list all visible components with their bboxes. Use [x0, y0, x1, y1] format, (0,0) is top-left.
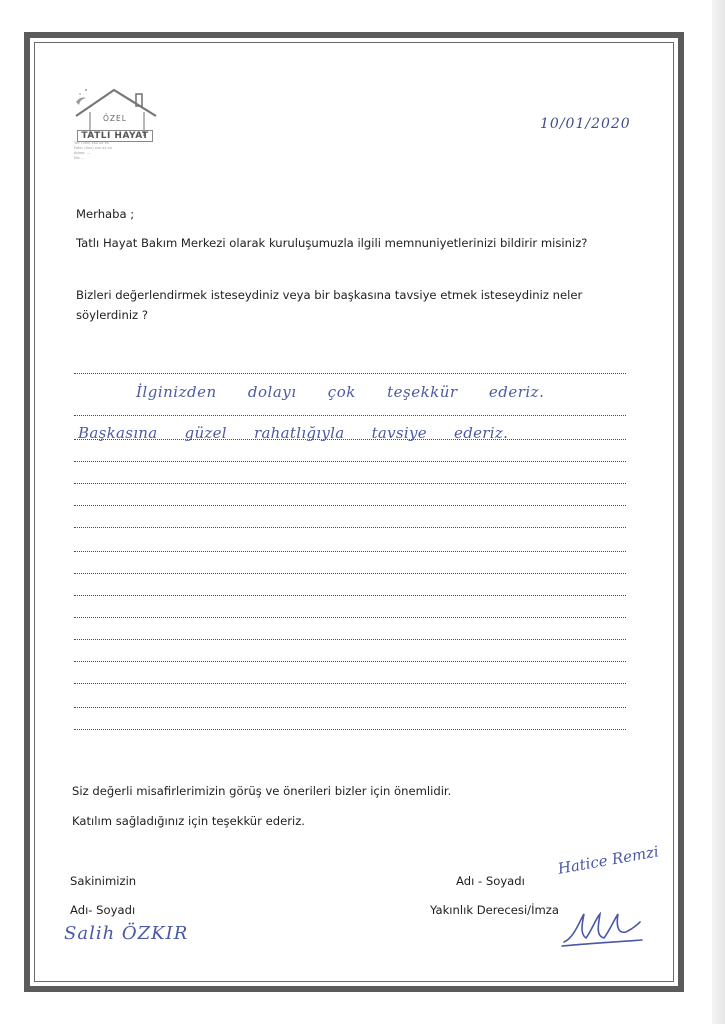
dotted-line	[74, 526, 626, 528]
contact-line: Tel: (0xx) xxx xx xx	[74, 141, 109, 145]
thank-you-note: Katılım sağladığınız için teşekkür ederiz.	[72, 814, 305, 828]
question-recommendation: Bizleri değerlendirmek isteseydiniz veya bir başkasına tavsiye etmek isteseydiniz neler söylerdiniz ?	[76, 288, 583, 322]
dotted-line	[74, 460, 626, 462]
handwritten-answer-line-1: İlginizden dolayı çok teşekkür ederiz.	[136, 383, 545, 401]
contact-line: No: ...	[74, 156, 85, 160]
logo-contact-info	[74, 141, 112, 161]
dotted-line	[74, 638, 626, 640]
scan-edge	[712, 0, 725, 1024]
dotted-line	[74, 728, 626, 730]
logo-name: TATLI HAYAT	[77, 130, 152, 142]
dotted-line	[74, 660, 626, 662]
logo-text	[74, 114, 156, 142]
inner-border	[34, 42, 674, 982]
contact-line: Adres: ...	[74, 151, 90, 155]
signature-scribble	[560, 908, 644, 950]
relative-degree-label: Yakınlık Derecesi/İmza	[430, 903, 559, 917]
dotted-line	[74, 594, 626, 596]
contact-line: Faks: (0xx) xxx xx xx	[74, 146, 112, 150]
dotted-line	[74, 482, 626, 484]
relative-handwritten-name: Hatice Remzi	[556, 842, 661, 878]
dotted-line	[74, 616, 626, 618]
resident-label: Sakinimizin	[70, 874, 137, 888]
dotted-line	[74, 572, 626, 574]
logo-small-text: ÖZEL	[103, 114, 127, 123]
handwritten-answer-line-2: Başkasına güzel rahatlığıyla tavsiye ederiz.	[78, 424, 509, 442]
dotted-line	[74, 504, 626, 506]
greeting: Merhaba ;	[76, 207, 135, 221]
resident-handwritten-name: Salih ÖZKIR	[64, 923, 189, 944]
question-satisfaction: Tatlı Hayat Bakım Merkezi olarak kuruluşumuzla ilgili memnuniyetlerinizi bildirir misiniz?	[76, 236, 588, 250]
dotted-line	[74, 372, 626, 374]
dotted-line	[74, 682, 626, 684]
dotted-line	[74, 550, 626, 552]
resident-name-label: Adı- Soyadı	[70, 903, 136, 917]
dotted-line	[74, 706, 626, 708]
closing-note: Siz değerli misafirlerimizin görüş ve önerileri bizler için önemlidir.	[72, 784, 452, 798]
dotted-line	[74, 414, 626, 416]
handwritten-date: 10/01/2020	[540, 116, 631, 132]
relative-name-label: Adı - Soyadı	[456, 874, 525, 888]
